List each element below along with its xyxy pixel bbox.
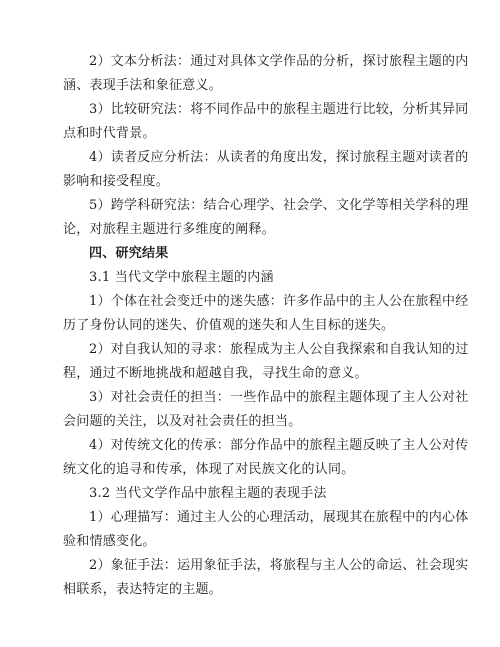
text-line: 2）对自我认知的寻求：旅程成为主人公自我探索和自我认知的过 — [89, 342, 469, 357]
text-line: 3）比较研究法：将不同作品中的旅程主题进行比较，分析其异同 — [89, 102, 469, 117]
text-line: 2）象征手法：运用象征手法，将旅程与主人公的命运、社会现实 — [89, 558, 469, 573]
text-line: 验和情感变化。 — [63, 534, 156, 549]
text-line: 3）对社会责任的担当：一些作品中的旅程主题体现了主人公对社 — [89, 390, 469, 405]
text-line: 历了身份认同的迷失、价值观的迷失和人生目标的迷失。 — [63, 318, 395, 333]
text-line: 统文化的追寻和传承，体现了对民族文化的认同。 — [63, 462, 355, 477]
text-line: 5）跨学科研究法：结合心理学、社会学、文化学等相关学科的理 — [89, 198, 469, 213]
text-line: 1）个体在社会变迁中的迷失感：许多作品中的主人公在旅程中经 — [89, 294, 469, 309]
text-line: 相联系，表达特定的主题。 — [63, 582, 223, 597]
text-line: 点和时代背景。 — [63, 126, 156, 141]
text-line: 4）读者反应分析法：从读者的角度出发，探讨旅程主题对读者的 — [89, 150, 469, 165]
text-line: 程，通过不断地挑战和超越自我，寻找生命的意义。 — [63, 366, 368, 381]
text-line: 论，对旅程主题进行多维度的阐释。 — [63, 222, 276, 237]
section-heading: 四、研究结果 — [89, 246, 169, 261]
text-line: 1）心理描写：通过主人公的心理活动，展现其在旅程中的内心体 — [89, 510, 469, 525]
text-line: 会问题的关注，以及对社会责任的担当。 — [63, 414, 302, 429]
text-line: 涵、表现手法和象征意义。 — [63, 78, 223, 93]
text-line: 4）对传统文化的传承：部分作品中的旅程主题反映了主人公对传 — [89, 438, 469, 453]
text-line: 影响和接受程度。 — [63, 174, 170, 189]
text-line: 3.1 当代文学中旅程主题的内涵 — [89, 270, 274, 285]
text-line: 3.2 当代文学作品中旅程主题的表现手法 — [89, 486, 327, 501]
text-line: 2）文本分析法：通过对具体文学作品的分析，探讨旅程主题的内 — [89, 54, 469, 69]
document-body — [63, 50, 469, 602]
